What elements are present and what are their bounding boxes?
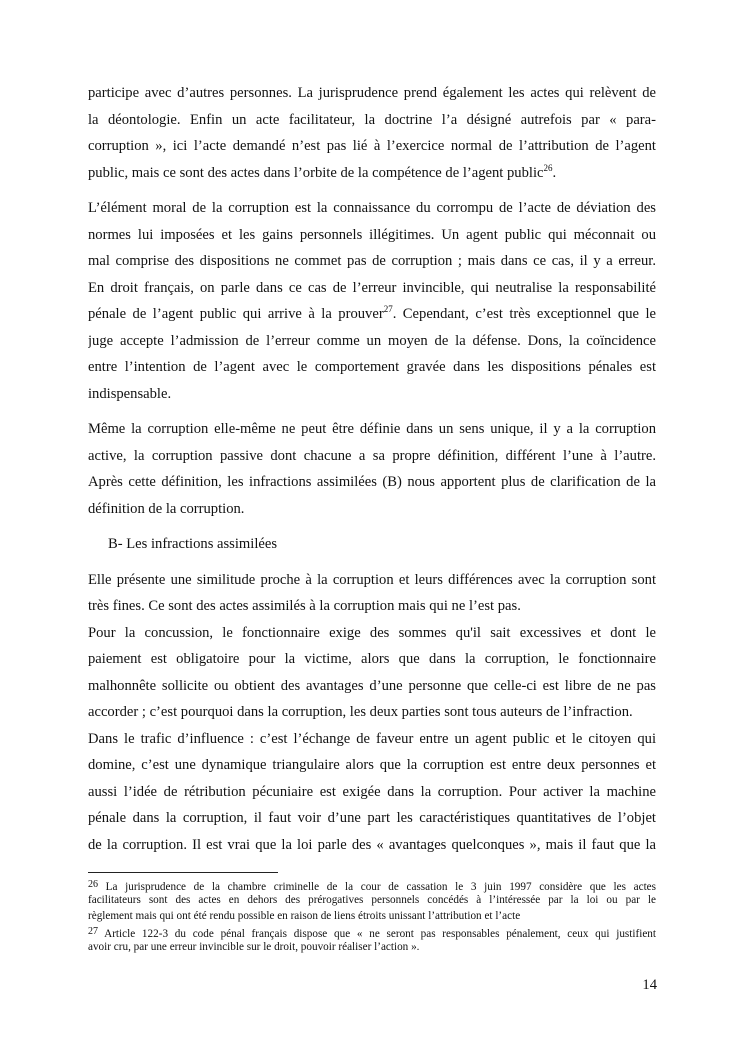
text-line: très fines. Ce sont des actes assimilés à la corruption mais qui ne l’est pas.: [88, 598, 521, 614]
footnote-line: [88, 924, 656, 940]
text-line: définition de la corruption.: [88, 500, 245, 517]
footnote-ref-27[interactable]: 27: [383, 304, 393, 315]
text-line-segment: public, mais ce sont des actes dans l’orbite de la compétence de l’agent public: [88, 164, 544, 181]
paragraph-5: [88, 620, 656, 726]
text-line: juge accepte l’admission de l’erreur comme un moyen de la défense. Dons, la coïncidence: [88, 332, 656, 349]
text-line: participe avec d’autres personnes. La jurisprudence prend également les actes qui relèvent de: [88, 85, 656, 101]
page-body: [88, 80, 656, 858]
footnotes: [88, 877, 656, 956]
text-line-segment: .: [552, 164, 557, 181]
text-line: L’élément moral de la corruption est la connaissance du corrompu de l’acte de déviation des: [88, 200, 656, 216]
text-line: accorder ; c’est pourquoi dans la corruption, les deux parties sont tous auteurs de l’infraction.: [88, 704, 633, 720]
text-line: de la corruption. Il est vrai que la loi parle des « avantages quelconques », mais il faut que la: [88, 836, 656, 853]
text-line: En droit français, on parle dans ce cas de l’erreur invincible, qui neutralise la responsabilité: [88, 279, 656, 296]
footnote-line: [88, 877, 656, 893]
text-line: active, la corruption passive dont chacune a sa propre définition, différent l’une à l’autre.: [88, 447, 656, 464]
paragraph-3: [88, 416, 656, 522]
text-line: Dans le trafic d’influence : c’est l’échange de faveur entre un agent public et le citoyen qui: [88, 730, 656, 747]
footnote-text: Article 122-3 du code pénal français dispose que « ne seront pas responsables pénalement, ceux qui justifient: [98, 928, 656, 941]
text-line-segment: pénale de l’agent public qui arrive à la prouver: [88, 306, 384, 322]
text-line: Après cette définition, les infractions assimilées (B) nous apportent plus de clarification de la: [88, 474, 656, 490]
footnote-divider: [88, 872, 278, 873]
text-line: Pour la concussion, le fonctionnaire exige des sommes qu'il sait excessives et dont le: [88, 624, 656, 641]
footnote-number: 27: [88, 926, 98, 938]
text-line: mal comprise des dispositions ne commet pas de corruption ; mais dans ce cas, il y a erreur.: [88, 253, 656, 269]
text-line: la déontologie. Enfin un acte facilitateur, la doctrine l’a désigné autrefois par « para-: [88, 111, 656, 128]
paragraph-2: [88, 195, 656, 407]
text-line: domine, c’est une dynamique triangulaire alors que la corruption est entre deux personnes et: [88, 757, 656, 773]
text-line: paiement est obligatoire pour la victime, alors que dans la corruption, le fonctionnaire: [88, 651, 656, 667]
footnote-27: [88, 924, 656, 956]
text-line: entre l’intention de l’agent avec le comportement gravée dans les dispositions pénales est: [88, 359, 656, 375]
text-line: [88, 301, 656, 328]
text-line: Elle présente une similitude proche à la corruption et leurs différences avec la corruption sont: [88, 571, 656, 588]
footnote-text: La jurisprudence de la chambre criminelle de la cour de cassation le 3 juin 1997 considère que les actes: [98, 881, 656, 893]
paragraph-1: [88, 80, 656, 186]
text-line: pénale dans la corruption, il faut voir d’une part les caractéristiques quantitatives de l’objet: [88, 810, 656, 826]
text-line: aussi l’idée de rétribution pécuniaire est exigée dans la corruption. Pour activer la machine: [88, 783, 656, 800]
paragraph-4: [88, 567, 656, 620]
section-heading: B- Les infractions assimilées: [108, 536, 278, 552]
footnote-line: facilitateurs sont des actes en dehors des prérogatives personnels concédés à l’intéressée par la loi ou par le: [88, 893, 656, 906]
text-line: corruption », ici l’acte demandé n’est pas lié à l’exercice normal de l’attribution de l’agent: [88, 138, 656, 154]
footnote-ref-26[interactable]: 26: [543, 162, 553, 173]
paragraph-6: [88, 726, 656, 859]
footnote-line: règlement mais qui ont été rendu possible en raison de liens étroits unissant l’attribution et l’acte: [88, 909, 521, 922]
footnote-line: avoir cru, par une erreur invincible sur le droit, pouvoir réaliser l’action ».: [88, 941, 420, 954]
page-number: 14: [642, 977, 657, 993]
text-line: Même la corruption elle-même ne peut être définie dans un sens unique, il y a la corruption: [88, 421, 656, 437]
text-line: indispensable.: [88, 385, 172, 402]
footnote-number: 26: [88, 879, 98, 890]
text-line: normes lui imposées et les gains personnels illégitimes. Un agent public qui méconnait ou: [88, 226, 656, 243]
text-line: malhonnête sollicite ou obtient des avantages d’une personne que celle-ci est libre de ne pas: [88, 677, 656, 694]
text-line: [88, 160, 656, 187]
text-line-segment: . Cependant, c’est très exceptionnel que le: [392, 306, 656, 322]
footnote-26: [88, 877, 656, 924]
